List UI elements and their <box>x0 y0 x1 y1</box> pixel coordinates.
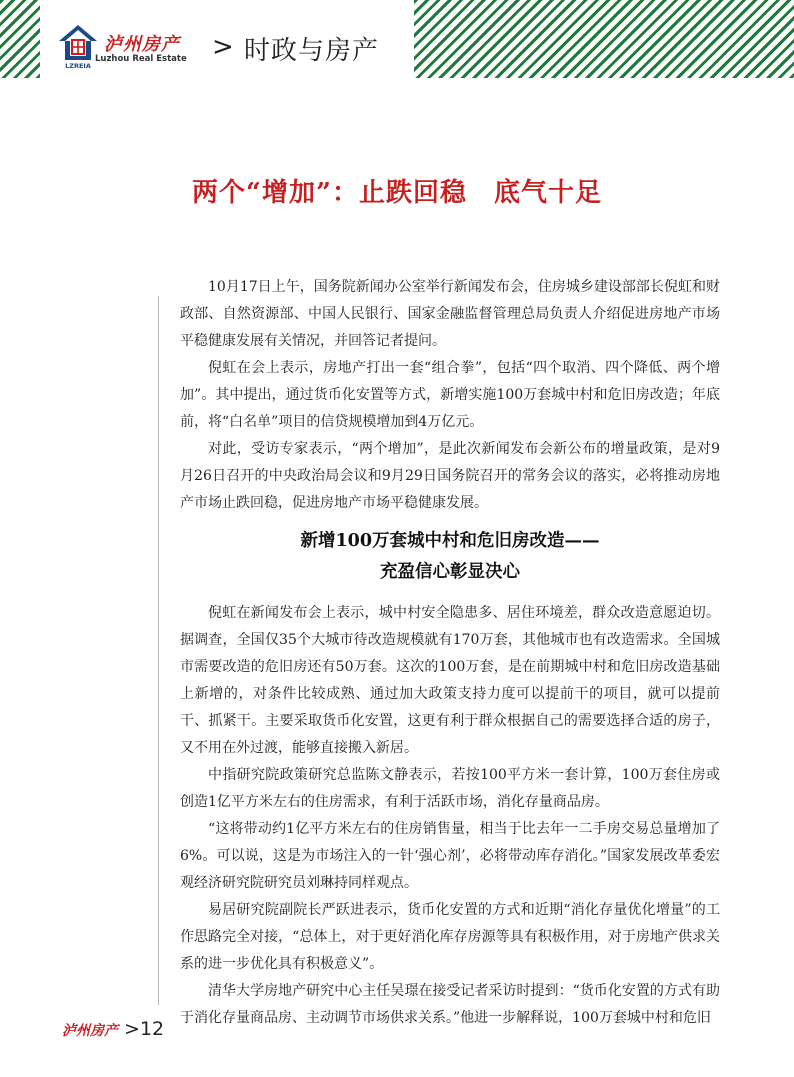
article-body <box>180 600 720 1032</box>
brand-english-name: Luzhou Real Estate <box>95 54 187 64</box>
paragraph: 倪虹在会上表示，房地产打出一套“组合拳”，包括“四个取消、四个降低、两个增加”。其中提出，通过货币化安置等方式，新增实施100万套城中村和危旧房改造；年底前，将“白名单”项目的信贷规模增加到4万亿元。 <box>180 360 720 430</box>
paragraph: “这将带动约1亿平方米左右的住房销售量，相当于比去年一二手房交易总量增加了6%。可以说，这是为市场注入的一针‘强心剂’，必将带动库存消化。”国家发展改革委宏观经济研究院研究员刘琳持同样观点。 <box>180 821 720 891</box>
header-stripes-right <box>414 0 794 78</box>
page-number: >12 <box>124 1018 165 1040</box>
footer-brand: 泸州房产 <box>62 1023 118 1039</box>
paragraph: 清华大学房地产研究中心主任吴璟在接受记者采访时提到：“货币化安置的方式有助于消化存量商品房、主动调节市场供求关系。”他进一步解释说，100万套城中村和危旧 <box>180 983 720 1026</box>
paragraph: 倪虹在新闻发布会上表示，城中村安全隐患多、居住环境差，群众改造意愿迫切。据调查，全国仅35个大城市待改造规模就有170万套，其他城市也有改造需求。全国城市需要改造的危旧房还有50万套。这次的100万套，是在前期城中村和危旧房改造基础上新增的，对条件比较成熟、通过加大政策支持力度可以提前干的项目，就可以提前干、抓紧干。主要采取货币化安置，这更有利于群众根据自己的需要选择合适的房子，又不用在外过渡，能够直接搬入新居。 <box>180 605 720 756</box>
header-stripes-left <box>0 0 40 78</box>
paragraph: 中指研究院政策研究总监陈文静表示，若按100平方米一套计算，100万套住房或创造1亿平方米左右的住房需求，有利于活跃市场，消化存量商品房。 <box>180 767 720 810</box>
house-logo-icon <box>58 24 98 70</box>
page-footer <box>62 1018 164 1040</box>
section-title: 时政与房产 <box>244 36 380 66</box>
article-intro <box>180 274 720 517</box>
paragraph: 对此，受访专家表示，“两个增加”，是此次新闻发布会新公布的增量政策，是对9月26日召开的中央政治局会议和9月29日国务院召开的常务会议的落实，必将推动房地产市场止跌回稳，促进房地产市场平稳健康发展。 <box>180 441 720 511</box>
logo-text: LZREIA <box>65 62 91 70</box>
brand-name: 泸州房产 <box>104 34 180 55</box>
subheading-line: 充盈信心彰显决心 <box>380 562 520 582</box>
margin-rule <box>158 296 159 1005</box>
subheading <box>180 526 720 588</box>
paragraph: 10月17日上午，国务院新闻办公室举行新闻发布会，住房城乡建设部部长倪虹和财政部、自然资源部、中国人民银行、国家金融监督管理总局负责人介绍促进房地产市场平稳健康发展有关情况，并回答记者提问。 <box>180 279 720 349</box>
paragraph: 易居研究院副院长严跃进表示，货币化安置的方式和近期“消化存量优化增量”的工作思路完全对接，“总体上，对于更好消化库存房源等具有积极作用，对于房地产供求关系的进一步优化具有积极意义”。 <box>180 902 720 972</box>
breadcrumb-separator: > <box>212 32 234 62</box>
article-title: 两个“增加”：止跌回稳 底气十足 <box>192 178 602 208</box>
subheading-line: 新增100万套城中村和危旧房改造—— <box>300 531 600 551</box>
